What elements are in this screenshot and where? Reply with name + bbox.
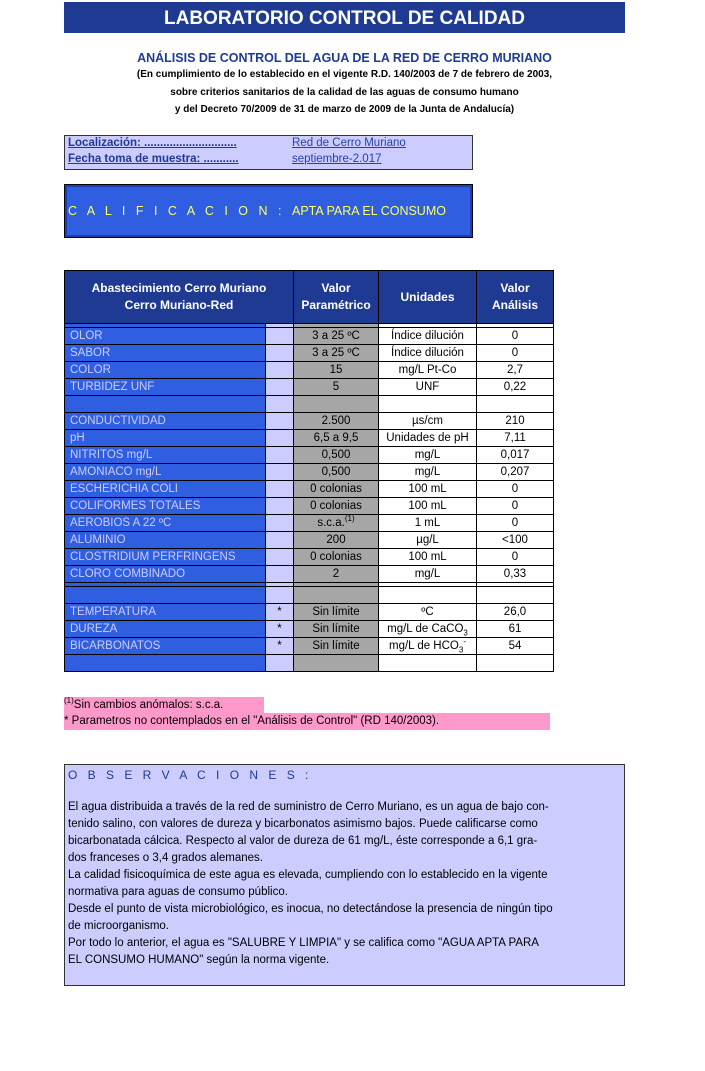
param-unit: Índice dilución [379, 345, 477, 362]
qualification-label: C A L I F I C A C I O N : [68, 204, 285, 218]
param-name: pH [65, 430, 266, 447]
param-mark [266, 362, 294, 379]
param-mark [266, 328, 294, 345]
table-row [65, 604, 554, 621]
observation-line: bicarbonatada cálcica. Respecto al valor de dureza de 61 mg/L, éste corresponde a 6,1 gra- [68, 835, 538, 847]
param-limit: 3 a 25 ºC [294, 345, 379, 362]
table-row [65, 481, 554, 498]
param-result: 54 [477, 638, 554, 655]
footnote-1-marker: (1) [64, 696, 74, 706]
observation-line: Por todo lo anterior, el agua es "SALUBRE Y LIMPIA" y se califica como "AGUA APTA PARA [68, 937, 539, 949]
param-unit [379, 621, 477, 638]
param-name: TURBIDEZ UNF [65, 379, 266, 396]
unit-text: mg/L de CaCO [387, 623, 464, 635]
document-subtitle: ANÁLISIS DE CONTROL DEL AGUA DE LA RED DE CERRO MURIANO [137, 51, 552, 65]
param-name: CLORO COMBINADO [65, 566, 266, 583]
param-mark: * [266, 621, 294, 638]
legal-line-3: y del Decreto 70/2009 de 31 de marzo de 2009 de la Junta de Andalucía) [174, 104, 515, 115]
header-supply-line2: Cerro Muriano-Red [124, 298, 234, 312]
header-parametric [294, 271, 379, 324]
header-units: Unidades [379, 271, 477, 324]
header-value [477, 271, 554, 324]
param-mark [266, 481, 294, 498]
table-row [65, 532, 554, 549]
param-result: 0,22 [477, 379, 554, 396]
param-limit: 3 a 25 ºC [294, 328, 379, 345]
param-mark [266, 345, 294, 362]
param-limit: Sin límite [294, 621, 379, 638]
param-unit: 100 mL [379, 498, 477, 515]
param-limit: 0 colonias [294, 498, 379, 515]
table-row [65, 638, 554, 655]
param-limit: 2.500 [294, 413, 379, 430]
param-mark [266, 413, 294, 430]
param-result: 210 [477, 413, 554, 430]
table-row [65, 464, 554, 481]
param-result: 61 [477, 621, 554, 638]
param-unit: Índice dilución [379, 328, 477, 345]
param-mark [266, 379, 294, 396]
param-limit: 0 colonias [294, 481, 379, 498]
param-mark [266, 464, 294, 481]
param-mark: * [266, 604, 294, 621]
param-name: OLOR [65, 328, 266, 345]
param-result: 0 [477, 481, 554, 498]
footnote-1 [64, 697, 264, 713]
param-mark [266, 532, 294, 549]
param-result: 7,11 [477, 430, 554, 447]
param-unit [379, 638, 477, 655]
param-result: 0 [477, 498, 554, 515]
blank-row [65, 655, 554, 672]
footnote-1-text: Sin cambios anómalos: s.c.a. [73, 699, 224, 711]
observations-box [64, 764, 625, 986]
param-result: 0 [477, 345, 554, 362]
param-name: TEMPERATURA [65, 604, 266, 621]
param-unit: mg/L [379, 566, 477, 583]
header-value-line2: Análisis [491, 298, 539, 312]
sample-info-box [64, 135, 473, 170]
qualification-box [64, 184, 473, 238]
param-name: AEROBIOS A 22 ºC [65, 515, 266, 532]
page-title: LABORATORIO CONTROL DE CALIDAD [64, 2, 625, 33]
param-result: 0 [477, 549, 554, 566]
param-name: DUREZA [65, 621, 266, 638]
param-name: BICARBONATOS [65, 638, 266, 655]
unit-text: mg/L de HCO [388, 640, 459, 652]
observation-line: La calidad fisicoquímica de este agua es elevada, cumpliendo con lo establecido en la vigente [68, 869, 548, 881]
unit-subscript: 3 [458, 645, 464, 655]
param-result: 26,0 [477, 604, 554, 621]
location-value[interactable]: Red de Cerro Muriano [292, 137, 406, 149]
param-unit: Unidades de pH [379, 430, 477, 447]
qualification-value: APTA PARA EL CONSUMO [292, 204, 446, 218]
param-unit: UNF [379, 379, 477, 396]
param-name: SABOR [65, 345, 266, 362]
param-limit: 0,500 [294, 464, 379, 481]
param-limit: Sin límite [294, 638, 379, 655]
param-result: 0,33 [477, 566, 554, 583]
observation-line: de microorganismo. [68, 920, 169, 932]
param-unit: mg/L Pt-Co [379, 362, 477, 379]
blank-row [65, 396, 554, 413]
observation-line: dos franceses o 3,4 grados alemanes. [68, 852, 263, 864]
param-result: <100 [477, 532, 554, 549]
param-result: 0 [477, 328, 554, 345]
param-mark [266, 430, 294, 447]
unit-subscript: 3 [463, 628, 468, 638]
param-unit: 100 mL [379, 481, 477, 498]
observation-line: tenido salino, con valores de dureza y bicarbonatos asimismo bajos. Puede calificarse como [68, 818, 538, 830]
param-result: 2,7 [477, 362, 554, 379]
param-result: 0,207 [477, 464, 554, 481]
table-row [65, 362, 554, 379]
param-unit: ºC [379, 604, 477, 621]
param-name: ALUMINIO [65, 532, 266, 549]
observation-line: El agua distribuida a través de la red de suministro de Cerro Muriano, es un agua de bajo con- [68, 801, 549, 813]
param-limit: 5 [294, 379, 379, 396]
observation-line: normativa para aguas de consumo público. [68, 886, 288, 898]
param-name: AMONIACO mg/L [65, 464, 266, 481]
param-mark [266, 447, 294, 464]
param-unit: µs/cm [379, 413, 477, 430]
observation-line: Desde el punto de vista microbiológico, es inocua, no detectándose la presencia de ningún tipo [68, 903, 553, 915]
table-row [65, 413, 554, 430]
param-result: 0,017 [477, 447, 554, 464]
header-supply [65, 271, 294, 324]
header-value-line1: Valor [500, 281, 530, 295]
param-unit: mg/L [379, 464, 477, 481]
table-row [65, 430, 554, 447]
table-row [65, 328, 554, 345]
table-row [65, 447, 554, 464]
param-name: CLOSTRIDIUM PERFRINGENS [65, 549, 266, 566]
param-limit: 6,5 a 9,5 [294, 430, 379, 447]
param-mark [266, 566, 294, 583]
param-limit-text: s.c.a. [317, 517, 345, 529]
blank-row [65, 587, 554, 604]
table-row [65, 379, 554, 396]
legal-line-2: sobre criterios sanitarios de la calidad de las aguas de consumo humano [170, 87, 519, 98]
table-row [65, 549, 554, 566]
param-unit: mg/L [379, 447, 477, 464]
param-limit [294, 515, 379, 532]
param-limit: 2 [294, 566, 379, 583]
header-supply-line1: Abastecimiento Cerro Muriano [91, 281, 267, 295]
sample-date-value[interactable]: septiembre-2.017 [292, 153, 382, 165]
legal-line-1: (En cumplimiento de lo establecido en el vigente R.D. 140/2003 de 7 de febrero de 2003, [136, 69, 553, 80]
header-parametric-line1: Valor [321, 281, 351, 295]
table-header-row [65, 271, 554, 324]
param-name: COLOR [65, 362, 266, 379]
param-limit: Sin límite [294, 604, 379, 621]
table-row [65, 498, 554, 515]
param-unit: 1 mL [379, 515, 477, 532]
param-name: COLIFORMES TOTALES [65, 498, 266, 515]
param-mark: * [266, 638, 294, 655]
param-limit: 0 colonias [294, 549, 379, 566]
param-limit: 200 [294, 532, 379, 549]
location-label: Localización: ............................. [68, 137, 237, 149]
table-row [65, 566, 554, 583]
sample-date-label: Fecha toma de muestra: ........... [68, 153, 239, 165]
header-parametric-line2: Paramétrico [301, 298, 371, 312]
param-limit: 0,500 [294, 447, 379, 464]
param-result: 0 [477, 515, 554, 532]
param-limit: 15 [294, 362, 379, 379]
param-name: NITRITOS mg/L [65, 447, 266, 464]
param-mark [266, 549, 294, 566]
param-unit: 100 mL [379, 549, 477, 566]
param-unit: µg/L [379, 532, 477, 549]
table-row [65, 515, 554, 532]
observations-title: O B S E R V A C I O N E S : [68, 768, 312, 782]
table-row [65, 345, 554, 362]
unit-superscript: - [463, 637, 466, 647]
param-mark [266, 515, 294, 532]
param-mark [266, 498, 294, 515]
table-row [65, 621, 554, 638]
analysis-table [64, 270, 554, 672]
observation-line: EL CONSUMO HUMANO" según la norma vigente. [68, 954, 330, 966]
param-name: CONDUCTIVIDAD [65, 413, 266, 430]
param-name: ESCHERICHIA COLI [65, 481, 266, 498]
footnote-2: * Parametros no contemplados en el "Análisis de Control" (RD 140/2003). [64, 713, 550, 730]
footnote-ref: (1) [344, 514, 355, 524]
